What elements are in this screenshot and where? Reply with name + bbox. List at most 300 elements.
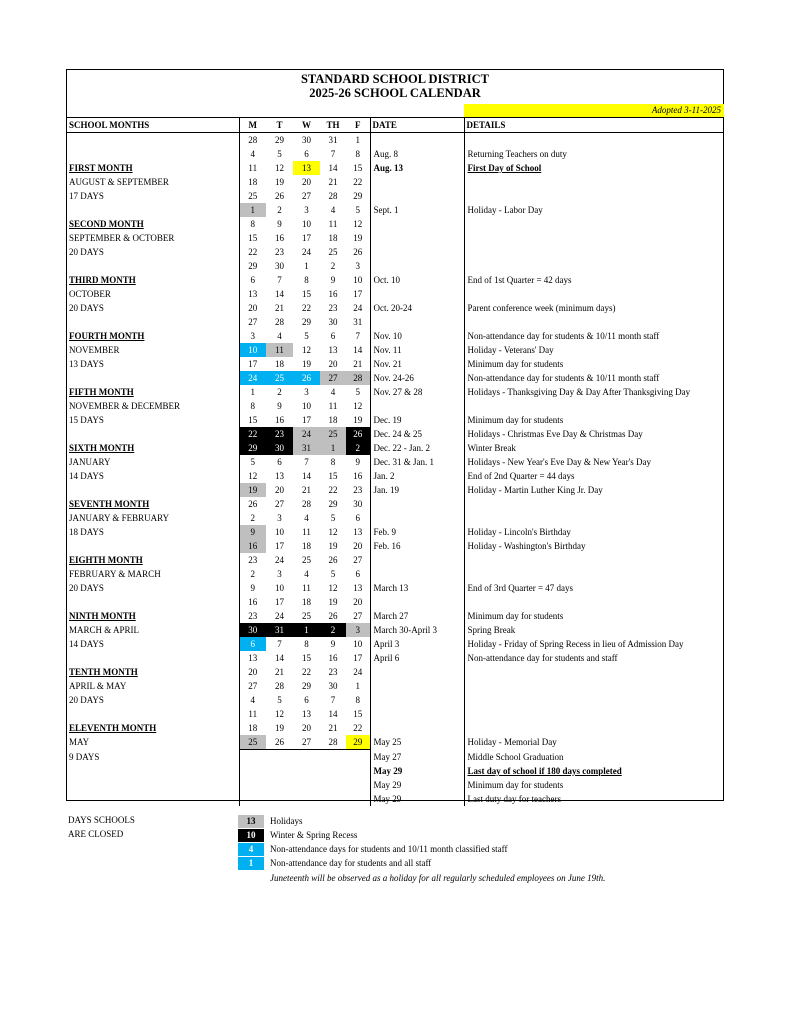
day-cell-t xyxy=(266,778,293,792)
table-row xyxy=(67,427,723,441)
event-date: Aug. 8 xyxy=(370,147,464,161)
day-cell-m: 23 xyxy=(248,611,258,621)
event-date xyxy=(370,595,464,609)
day-cell-w: 19 xyxy=(302,359,311,369)
day-cell-f: 15 xyxy=(346,707,370,721)
legend-swatch-classified: 4 xyxy=(238,843,264,856)
calendar-body xyxy=(67,133,723,807)
day-cell-th: 12 xyxy=(328,583,338,593)
month-title: FIRST MONTH xyxy=(67,161,239,175)
table-row xyxy=(67,539,723,553)
day-cell-w xyxy=(293,792,320,806)
event-details xyxy=(464,399,723,413)
day-cell-th: 18 xyxy=(328,415,338,425)
day-cell-th: 23 xyxy=(328,667,338,677)
table-row xyxy=(67,399,723,413)
month-info: NOVEMBER & DECEMBER xyxy=(67,399,239,413)
day-cell-f: 22 xyxy=(346,721,370,735)
day-cell-t: 12 xyxy=(275,163,284,173)
day-cell-w: 15 xyxy=(302,653,311,663)
table-row xyxy=(67,553,723,567)
event-date: Oct. 20-24 xyxy=(370,301,464,315)
event-details xyxy=(464,245,723,259)
event-details: Spring Break xyxy=(467,625,516,635)
month-info xyxy=(67,778,239,792)
legend-label-2: ARE CLOSED xyxy=(68,829,124,839)
day-cell-th xyxy=(320,792,346,806)
event-details: Minimum day for students xyxy=(467,359,564,369)
day-cell-f: 23 xyxy=(346,483,370,497)
month-info: JANUARY & FEBRUARY xyxy=(67,511,239,525)
day-cell-th: 15 xyxy=(328,471,338,481)
table-row xyxy=(67,595,723,609)
day-cell-w: 24 xyxy=(302,247,311,257)
event-details xyxy=(464,511,723,525)
event-date: May 29 xyxy=(370,778,464,792)
day-cell-w: 21 xyxy=(302,485,311,495)
day-cell-w: 11 xyxy=(302,527,311,537)
day-cell-f: 19 xyxy=(346,231,370,245)
month-info xyxy=(67,147,239,161)
legend-swatch-recess: 10 xyxy=(238,829,264,842)
month-info: 20 DAYS xyxy=(67,581,239,595)
day-cell-w: 25 xyxy=(302,611,311,621)
day-cell-m: 28 xyxy=(248,135,258,145)
table-row xyxy=(67,315,723,329)
day-cell-th: 21 xyxy=(328,177,338,187)
day-cell-f: 13 xyxy=(346,525,370,539)
legend-text-holidays: Holidays xyxy=(270,816,303,826)
day-cell-t: 31 xyxy=(266,623,293,637)
event-date xyxy=(370,399,464,413)
month-info: 20 DAYS xyxy=(67,245,239,259)
month-info: 14 DAYS xyxy=(67,469,239,483)
day-cell-f: 20 xyxy=(346,595,370,609)
day-cell-m: 25 xyxy=(248,191,258,201)
event-details xyxy=(464,189,723,203)
table-row xyxy=(67,133,723,148)
day-cell-w: 10 xyxy=(302,219,311,229)
event-date xyxy=(370,287,464,301)
day-cell-w: 11 xyxy=(302,583,311,593)
event-date xyxy=(370,497,464,511)
day-cell-w: 6 xyxy=(304,695,309,705)
event-date: Aug. 13 xyxy=(370,161,464,175)
day-cell-f: 3 xyxy=(346,259,370,273)
day-cell-m: 1 xyxy=(239,203,266,217)
month-info xyxy=(67,427,239,441)
day-cell-m: 25 xyxy=(239,735,266,750)
event-details xyxy=(464,231,723,245)
calendar-title: 2025-26 SCHOOL CALENDAR xyxy=(309,86,481,100)
event-details xyxy=(464,133,723,148)
day-cell-t: 30 xyxy=(266,441,293,455)
table-row xyxy=(67,721,723,735)
event-date xyxy=(370,315,464,329)
day-cell-t: 26 xyxy=(266,735,293,750)
table-row xyxy=(67,764,723,778)
table-row xyxy=(67,792,723,806)
month-info: MAY xyxy=(67,735,239,750)
day-cell-w: 25 xyxy=(302,555,311,565)
day-cell-f: 7 xyxy=(346,329,370,343)
day-cell-t: 10 xyxy=(275,583,284,593)
day-cell-f: 26 xyxy=(346,245,370,259)
event-date: Dec. 24 & 25 xyxy=(370,427,464,441)
month-title: SIXTH MONTH xyxy=(67,441,239,455)
day-cell-w: 4 xyxy=(304,513,309,523)
day-cell-m: 16 xyxy=(248,597,258,607)
event-date xyxy=(370,721,464,735)
day-cell-w: 7 xyxy=(304,457,309,467)
day-cell-m: 27 xyxy=(248,681,258,691)
table-row xyxy=(67,357,723,371)
day-cell-th: 14 xyxy=(328,163,338,173)
adopted-date: Adopted 3-11-2025 xyxy=(464,104,724,117)
day-cell-th: 25 xyxy=(328,247,338,257)
day-cell-f: 31 xyxy=(346,315,370,329)
day-cell-th: 6 xyxy=(330,331,336,341)
event-date: Feb. 9 xyxy=(370,525,464,539)
event-date: May 29 xyxy=(370,764,464,778)
day-cell-th: 16 xyxy=(328,653,338,663)
day-cell-th: 28 xyxy=(328,191,338,201)
day-cell-th: 2 xyxy=(320,623,346,637)
calendar-table xyxy=(67,117,723,806)
day-cell-f: 13 xyxy=(346,581,370,595)
calendar-frame xyxy=(66,69,724,804)
day-cell-t: 21 xyxy=(275,303,284,313)
day-cell-t: 28 xyxy=(275,681,284,691)
event-details: Holiday - Washington's Birthday xyxy=(467,541,586,551)
day-cell-t: 30 xyxy=(275,261,284,271)
table-row xyxy=(67,581,723,595)
day-cell-w: 3 xyxy=(304,205,309,215)
day-cell-m: 29 xyxy=(248,261,258,271)
legend-text-recess: Winter & Spring Recess xyxy=(270,830,358,840)
table-row xyxy=(67,567,723,581)
day-cell-t: 28 xyxy=(275,317,284,327)
day-cell-m: 9 xyxy=(250,583,255,593)
event-date: March 27 xyxy=(370,609,464,623)
table-row xyxy=(67,329,723,343)
event-date: April 6 xyxy=(370,651,464,665)
day-cell-f: 10 xyxy=(346,637,370,651)
legend xyxy=(66,815,666,885)
day-cell-f: 27 xyxy=(346,609,370,623)
day-cell-w xyxy=(293,750,320,765)
day-cell-f: 5 xyxy=(346,385,370,399)
day-cell-t xyxy=(266,792,293,806)
event-date xyxy=(370,259,464,273)
day-cell-f: 12 xyxy=(346,399,370,413)
event-date xyxy=(370,693,464,707)
day-cell-m: 4 xyxy=(250,149,255,159)
month-info xyxy=(67,259,239,273)
event-date xyxy=(370,175,464,189)
event-date: Nov. 11 xyxy=(370,343,464,357)
event-details: Holidays - Thanksgiving Day & Day After Thanksgiving Day xyxy=(467,387,691,397)
day-cell-m: 15 xyxy=(248,415,258,425)
table-row xyxy=(67,693,723,707)
table-row xyxy=(67,483,723,497)
day-cell-t: 26 xyxy=(275,191,284,201)
month-title: TENTH MONTH xyxy=(67,665,239,679)
legend-swatch-all-staff: 1 xyxy=(238,857,264,870)
day-cell-m: 4 xyxy=(250,695,255,705)
event-date: Feb. 16 xyxy=(370,539,464,553)
month-title: FIFTH MONTH xyxy=(67,385,239,399)
day-cell-t: 14 xyxy=(275,653,284,663)
event-details xyxy=(464,315,723,329)
day-cell-f: 26 xyxy=(346,427,370,441)
table-row xyxy=(67,735,723,750)
day-cell-th: 5 xyxy=(330,513,336,523)
day-cell-m xyxy=(239,750,266,765)
header-details: DETAILS xyxy=(464,118,723,133)
day-cell-th: 26 xyxy=(328,555,338,565)
day-cell-t: 2 xyxy=(277,387,282,397)
month-info: FEBRUARY & MARCH xyxy=(67,567,239,581)
table-row xyxy=(67,301,723,315)
day-cell-th: 2 xyxy=(330,261,336,271)
event-details: Minimum day for students xyxy=(467,611,564,621)
month-info: SEPTEMBER & OCTOBER xyxy=(67,231,239,245)
day-cell-m: 18 xyxy=(248,177,258,187)
day-cell-m: 6 xyxy=(239,637,266,651)
day-cell-th: 8 xyxy=(330,457,336,467)
day-cell-m: 29 xyxy=(239,441,266,455)
legend-swatch-holidays: 13 xyxy=(238,815,264,828)
day-cell-w: 8 xyxy=(304,639,309,649)
event-details xyxy=(464,497,723,511)
table-row xyxy=(67,623,723,637)
day-cell-w: 31 xyxy=(293,441,320,455)
event-details: Minimum day for students xyxy=(467,780,564,790)
month-info xyxy=(67,539,239,553)
month-info: MARCH & APRIL xyxy=(67,623,239,637)
day-cell-m: 22 xyxy=(239,427,266,441)
event-details xyxy=(464,707,723,721)
event-date: March 30-April 3 xyxy=(370,623,464,637)
day-cell-w: 13 xyxy=(302,709,311,719)
day-cell-th: 1 xyxy=(320,441,346,455)
month-info xyxy=(67,595,239,609)
day-cell-f: 28 xyxy=(346,371,370,385)
table-row xyxy=(67,161,723,175)
day-cell-th: 21 xyxy=(328,723,338,733)
month-info: NOVEMBER xyxy=(67,343,239,357)
day-cell-th: 5 xyxy=(330,569,336,579)
day-cell-th: 9 xyxy=(330,639,336,649)
day-cell-t: 6 xyxy=(277,457,282,467)
month-info: 20 DAYS xyxy=(67,693,239,707)
event-details xyxy=(464,665,723,679)
day-cell-m: 19 xyxy=(239,483,266,497)
day-cell-f: 17 xyxy=(346,287,370,301)
month-title: ELEVENTH MONTH xyxy=(67,721,239,735)
day-cell-m: 12 xyxy=(248,471,258,481)
day-cell-m: 24 xyxy=(239,371,266,385)
day-cell-m: 16 xyxy=(239,539,266,553)
event-details xyxy=(464,567,723,581)
month-info xyxy=(67,764,239,778)
event-date: May 29 xyxy=(370,792,464,806)
day-cell-w: 14 xyxy=(302,471,311,481)
day-cell-w xyxy=(293,778,320,792)
day-cell-t xyxy=(266,764,293,778)
day-cell-m: 26 xyxy=(248,499,258,509)
event-details xyxy=(464,693,723,707)
day-cell-f: 24 xyxy=(346,665,370,679)
day-cell-w: 28 xyxy=(302,499,311,509)
event-details: Returning Teachers on duty xyxy=(467,149,567,159)
event-details: Middle School Graduation xyxy=(467,751,564,762)
month-info xyxy=(67,203,239,217)
event-details xyxy=(464,287,723,301)
event-date xyxy=(370,679,464,693)
table-row xyxy=(67,525,723,539)
table-row xyxy=(67,750,723,765)
day-cell-th: 4 xyxy=(330,387,336,397)
table-row xyxy=(67,707,723,721)
day-cell-t: 17 xyxy=(275,597,284,607)
day-cell-th: 20 xyxy=(328,359,338,369)
month-info: 18 DAYS xyxy=(67,525,239,539)
day-cell-f: 19 xyxy=(346,413,370,427)
day-cell-t: 19 xyxy=(275,723,284,733)
table-row xyxy=(67,441,723,455)
day-cell-t: 20 xyxy=(275,485,284,495)
month-info xyxy=(67,707,239,721)
day-cell-w: 10 xyxy=(302,401,311,411)
day-cell-th: 4 xyxy=(330,205,336,215)
event-date: Dec. 19 xyxy=(370,413,464,427)
day-cell-w xyxy=(293,764,320,778)
day-cell-th: 12 xyxy=(328,527,338,537)
day-cell-w: 17 xyxy=(302,415,311,425)
month-info: OCTOBER xyxy=(67,287,239,301)
table-row xyxy=(67,273,723,287)
event-details xyxy=(464,259,723,273)
day-cell-f: 12 xyxy=(346,217,370,231)
day-cell-th: 11 xyxy=(328,401,338,411)
day-cell-w: 6 xyxy=(304,149,309,159)
table-row xyxy=(67,511,723,525)
day-cell-t: 9 xyxy=(277,401,282,411)
table-row xyxy=(67,385,723,399)
day-cell-f: 10 xyxy=(346,273,370,287)
legend-label-1: DAYS SCHOOLS xyxy=(68,815,135,825)
event-details xyxy=(464,217,723,231)
event-details: Minimum day for students xyxy=(467,415,564,425)
table-row xyxy=(67,371,723,385)
event-details xyxy=(464,721,723,735)
day-cell-th: 14 xyxy=(328,709,338,719)
day-cell-m: 30 xyxy=(239,623,266,637)
event-details xyxy=(464,595,723,609)
day-cell-m: 11 xyxy=(248,163,258,173)
day-cell-th: 29 xyxy=(328,499,338,509)
day-cell-t: 23 xyxy=(275,247,284,257)
event-date: Sept. 1 xyxy=(370,203,464,217)
table-row xyxy=(67,469,723,483)
event-date xyxy=(370,665,464,679)
day-cell-t: 9 xyxy=(277,219,282,229)
day-cell-f: 2 xyxy=(346,441,370,455)
day-cell-t: 12 xyxy=(275,709,284,719)
day-cell-w: 24 xyxy=(293,427,320,441)
event-date: May 25 xyxy=(370,735,464,750)
month-title: THIRD MONTH xyxy=(67,273,239,287)
day-cell-w: 18 xyxy=(302,541,311,551)
day-cell-f: 17 xyxy=(346,651,370,665)
day-cell-m: 15 xyxy=(248,233,258,243)
day-cell-th: 30 xyxy=(328,681,338,691)
event-date: Dec. 31 & Jan. 1 xyxy=(370,455,464,469)
event-date xyxy=(370,231,464,245)
event-details xyxy=(464,679,723,693)
event-details: Holiday - Friday of Spring Recess in lieu of Admission Day xyxy=(467,639,684,649)
day-cell-th: 30 xyxy=(328,317,338,327)
day-cell-th xyxy=(320,750,346,765)
month-info xyxy=(67,315,239,329)
day-cell-f: 27 xyxy=(346,553,370,567)
month-title: FOURTH MONTH xyxy=(67,329,239,343)
day-cell-w: 30 xyxy=(302,135,311,145)
event-details: End of 3rd Quarter = 47 days xyxy=(467,583,574,593)
event-details: Non-attendance day for students & 10/11 month staff xyxy=(467,373,660,383)
day-cell-f: 22 xyxy=(346,175,370,189)
day-cell-t: 2 xyxy=(277,205,282,215)
day-cell-w: 15 xyxy=(302,289,311,299)
day-cell-w: 13 xyxy=(293,161,320,175)
month-info xyxy=(67,651,239,665)
day-cell-w: 29 xyxy=(302,681,311,691)
event-details: Non-attendance day for students and staff xyxy=(467,653,618,663)
event-date: Nov. 10 xyxy=(370,329,464,343)
header-row xyxy=(67,118,723,133)
day-cell-t: 24 xyxy=(275,555,284,565)
day-cell-m: 1 xyxy=(250,387,255,397)
day-cell-m xyxy=(239,778,266,792)
event-date xyxy=(370,133,464,148)
event-date: Dec. 22 - Jan. 2 xyxy=(370,441,464,455)
day-cell-f: 16 xyxy=(346,469,370,483)
month-title: EIGHTH MONTH xyxy=(67,553,239,567)
event-date xyxy=(370,553,464,567)
table-row xyxy=(67,175,723,189)
month-info xyxy=(67,792,239,806)
day-cell-w: 27 xyxy=(302,191,311,201)
day-cell-t: 11 xyxy=(266,343,293,357)
month-info: APRIL & MAY xyxy=(67,679,239,693)
day-cell-f: 1 xyxy=(346,133,370,148)
day-cell-t: 25 xyxy=(266,371,293,385)
day-cell-f: 29 xyxy=(346,735,370,750)
event-date: Nov. 21 xyxy=(370,357,464,371)
day-cell-m: 5 xyxy=(250,457,255,467)
event-date xyxy=(370,707,464,721)
day-cell-f: 3 xyxy=(346,623,370,637)
month-title: NINTH MONTH xyxy=(67,609,239,623)
day-cell-th: 26 xyxy=(328,611,338,621)
day-cell-f xyxy=(346,792,370,806)
day-cell-th: 28 xyxy=(320,735,346,750)
event-details: Holiday - Labor Day xyxy=(467,205,543,215)
legend-text-all-staff: Non-attendance day for students and all staff xyxy=(270,858,432,868)
day-cell-f xyxy=(346,750,370,765)
